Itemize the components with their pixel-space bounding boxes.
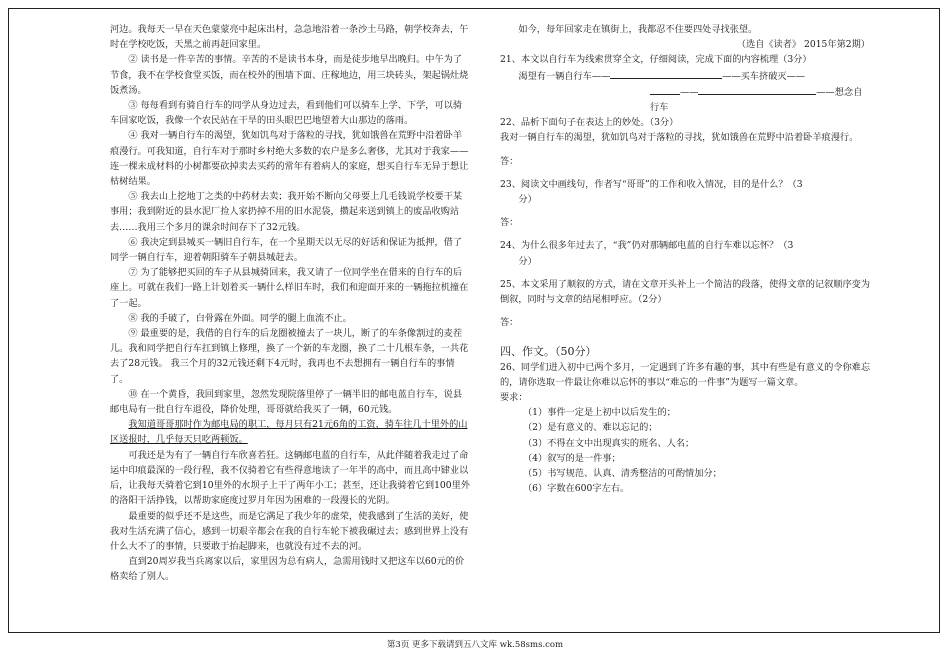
paragraph-14: 直到20周岁我当兵离家以后，家里因为总有病人，急需用钱时又把这车以60元的价格卖给了别人。 (110, 556, 465, 583)
paragraph-3: ③ 每每看到有骑自行车的同学从身边过去，看到他们可以骑车上学、下学，可以骑车回家吃饭，我像一个农民站在干旱的田头眼巴巴地望着大山那边的落雨。 (110, 100, 463, 127)
q21-blank-1[interactable] (610, 68, 722, 79)
paragraph-8: ⑧ 我的手破了，白骨露在外面。同学的腿上血流不止。 (128, 312, 352, 324)
source-citation: （选自《读者》 2015年第2期） (736, 39, 870, 51)
question-24: 24、为什么很多年过去了，“我”仍对那辆邮电蓝的自行车难以忘怀？（3 (500, 240, 794, 252)
q21-blank-2[interactable] (650, 84, 680, 95)
underlined-sentence: 我知道哥哥那时作为邮电局的职工，每月只有21元6角的工资，骑车往几十里外的山区送报时，几乎每天只吃两顿饭。 (110, 419, 468, 446)
requirement-6: （6）字数在600字左右。 (523, 483, 630, 495)
paragraph-5: ⑤ 我去山上挖地丁之类的中药材去卖；我开始不断向父母要上几毛钱说学校要干某事用；我到附近的县水泥厂捡人家扔掉不用的旧水泥袋，攒起来送到镇上的废品收购站去……我用三个多月的课余时间存下了32元钱。 (110, 191, 463, 233)
q23-answer-label: 答： (500, 217, 519, 229)
q24-score: 分） (518, 255, 537, 267)
paragraph-10: ⑩ 在一个黄昏，我回到家里，忽然发现院落里停了一辆半旧的邮电蓝自行车，说县邮电局有一批自行车退役，降价处理，哥哥就给我买了一辆，60元钱。 (110, 388, 463, 416)
q22-answer-label: 答： (500, 155, 519, 167)
paragraph-13: 最重要的似乎还不是这些，而是它满足了我少年的虚荣，使我感到了生活的美好，使我对生活充满了信心，感到一切艰辛都会在我的自行车轮下被我碾过去；感到世界上没有什么大不了的事情，只要敢于抬起脚来，也就没有过不去的河。 (110, 510, 469, 552)
paragraph-2: ② 读书是一件辛苦的事情。辛苦的不是读书本身，而是徒步地早出晚归。中午为了节食，我不在学校食堂买饭，而在校外的围墙下面、庄稼地边，用三块砖头，架起锅灶烧饭煮汤。 (110, 54, 469, 96)
requirement-2: （2）是有意义的、难以忘记的； (523, 422, 658, 434)
q21-line-2 (500, 84, 870, 115)
q23-score: 分） (518, 194, 537, 206)
paragraph-intro: 河边。我每天一早在天色蒙蒙亮中起床出村，急急地沿着一条沙土马路，朝学校奔去，午时在学校吃饭，天黑之前再赶回家里。 (110, 24, 469, 51)
question-23: 23、阅读文中画线句，作者写“哥哥”的工作和收入情况，目的是什么？（3 (500, 178, 803, 190)
paragraph-7: ⑦ 为了能够把买回的车子从县城骑回来，我又请了一位同学坐在借来的自行车的后座上。可就在我们一路上计划着买一辆什么样旧车时，我们和迎面开来的一辆拖拉机撞在了一起。 (110, 267, 469, 309)
question-25: 25、本文采用了顺叙的方式，请在文章开头补上一个简洁的段落，使得文章的记叙顺序变为倒叙，同时与文章的结尾相呼应。（2分） (500, 278, 871, 306)
paragraph-4: ④ 我对一辆自行车的渴望，犹如饥鸟对于落粒的寻找，犹如饿兽在荒野中沿着卧羊痕漫行。可我知道，自行车对于那时乡村绝大多数的农户是多么奢侈，尤其对于我家——连一棵未成材料的小树都要砍掉卖去买药的常年有着病人的家庭，想买自行车无异于想让枯树结果。 (110, 130, 469, 188)
q25-answer-label: 答： (500, 317, 519, 329)
q22-quote: 我对一辆自行车的渴望，犹如饥鸟对于落粒的寻找，犹如饿兽在荒野中沿着卧羊痕漫行。 (500, 132, 859, 144)
requirement-3: （3）不得在文中出现真实的班名、人名； (523, 437, 695, 449)
paragraph-ending: 如今，每年回家走在镇街上，我都忍不住要四处寻找张望。 (518, 24, 758, 35)
requirement-5: （5）书写规范、认真、清秀整洁的可酌情加分； (523, 468, 722, 480)
q21-blank-3[interactable] (698, 84, 816, 95)
question-21: 21、本文以自行车为线索贯穿全文，仔细阅读，完成下面的内容梳理（3分） (500, 54, 812, 66)
q21-part-b: ——买车挤破灭—— (722, 70, 805, 82)
q21-part-a: 渴望有一辆自行车—— (518, 70, 611, 82)
right-column (500, 22, 870, 496)
requirement-4: （4）叙写的是一件事； (523, 452, 621, 464)
paragraph-9: ⑨ 最重要的是，我借的自行车的后龙圈被撞去了一块儿，断了的车条像割过的麦茬儿。我和同学把自行车扛到镇上修理，换了一个新的车龙圈，换了二十几根车条，一共花去了28元钱。 我三个月的32元钱还剩下4元时，我再也不去想拥有一辆自行车的事情了。 (110, 328, 469, 385)
paragraph-12: 可我还是为有了一辆自行车欣喜若狂。这辆邮电蓝的自行车，从此伴随着我走过了命运中印痕最深的一段行程，我不仅骑着它有些得意地读了一年半的高中，而且高中肄业以后，让我每天骑着它到10里外的水坝子上干了两年小工；甚至，还让我骑着它到100里外的洛阳干活挣钱，以帮助家庭度过罗月年因为困难的一段漫长的光阴。 (110, 449, 470, 507)
requirements-label: 要求： (500, 392, 528, 404)
q21-line-1 (500, 68, 870, 84)
q21-part-c: —— (680, 86, 699, 98)
q21-part-d: ——想念自行车 (650, 86, 863, 114)
requirement-1: （1）事件一定是上初中以后发生的； (523, 407, 676, 419)
paragraph-6: ⑥ 我决定到县城买一辆旧自行车，在一个星期天以无尽的好话和保证为抵押，借了同学一辆自行车，迎着朝阳骑车子朝县城赶去。 (110, 236, 463, 264)
left-column (110, 22, 470, 585)
question-22: 22、品析下面句子在表达上的妙处。（3分） (500, 117, 679, 129)
section-four-title: 四、作文。（50分） (500, 345, 597, 359)
question-26: 26、同学们进入初中已两个多月，一定遇到了许多有趣的事，其中有些是有意义的令你难忘的，请你选取一件最让你难以忘怀的事以“难忘的一件事”为题写一篇文章。 (500, 361, 871, 388)
page-footer: 第3页 更多下载请到五八文库 wk.58sms.com (386, 640, 564, 650)
